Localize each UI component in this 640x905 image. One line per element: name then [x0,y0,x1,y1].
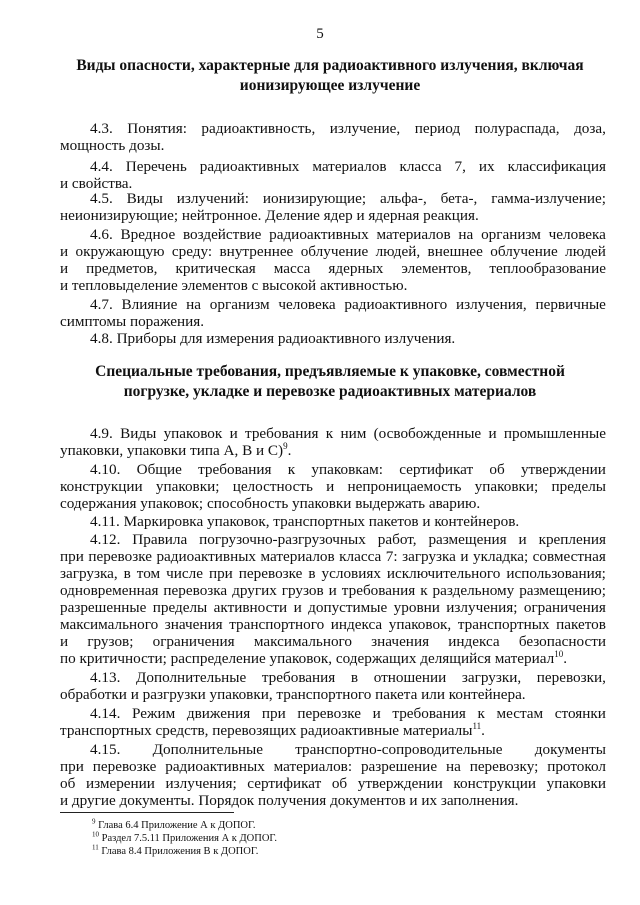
text-line: и свойства. [60,175,133,192]
text-line: 4.10. Общие требования к упаковкам: сертификат об утверждении [90,461,606,478]
text-line: 4.9. Виды упаковок и требования к ним (освобожденные и промышленные [90,425,606,442]
section-heading-requirements [60,362,600,402]
text-line: 4.11. Маркировка упаковок, транспортных пакетов и контейнеров. [90,513,520,530]
text-line: транспортных средств, перевозящих радиоактивные материалы$^{11}$. [60,720,485,739]
text-line: содержания упаковок; способность упаковки выдержать аварию. [60,495,481,512]
text-line: 4.13. Дополнительные требования в отношении загрузки, перевозки, [90,669,606,686]
text-line: 4.14. Режим движения при перевозке и требования к местам стоянки [90,705,606,722]
text-line: 4.4. Перечень радиоактивных материалов класса 7, их классификация [90,158,606,175]
text-line: максимального значения транспортного индекса упаковок, транспортных пакетов [60,616,606,633]
text-line: при перевозке радиоактивных материалов: разрешение на перевозку; протокол [60,758,606,775]
footnote-ref: 10 [554,648,564,659]
text-line: 4.12. Правила погрузочно-разгрузочных работ, размещения и крепления [90,531,606,548]
heading-line: Виды опасности, характерные для радиоактивного излучения, включая [76,57,584,74]
text-line: при перевозке радиоактивных материалов класса 7: загрузка и укладка; совместная [60,548,606,565]
text-line: и другие документы. Порядок получения документов и их заполнения. [60,792,519,809]
text-line: об измерении излучения; сертификат об утверждении конструкции упаковки [60,775,606,792]
text-line: разрешенные пределы активности и допустимые уровни излучения; ограничения [60,599,606,616]
text-line: конструкции упаковки; целостность и непроницаемость упаковки; пределы [60,478,606,495]
text-line: неионизирующие; нейтронное. Деление ядер и ядерная реакция. [60,207,479,224]
footnote-number: 9 [92,817,96,826]
text-line: упаковки, упаковки типа А, В и С)$^9$. [60,440,292,459]
text-line: и грузов; ограничения максимального значения индекса безопасности [60,633,606,650]
text-line: по критичности; распределение упаковок, содержащих делящийся материал$^{10}$. [60,648,567,667]
heading-line: Специальные требования, предъявляемые к упаковке, совместной [95,363,565,380]
text-line: 4.3. Понятия: радиоактивность, излучение, период полураспада, доза, [90,120,606,137]
footnote-divider [60,812,234,813]
page-number: 5 [316,26,324,42]
text-line: 4.7. Влияние на организм человека радиоактивного излучения, первичные [90,296,606,313]
section-heading-hazards [60,56,600,96]
text-line: симптомы поражения. [60,313,205,330]
text-line: 4.6. Вредное воздействие радиоактивных материалов на организм человека [90,226,606,243]
heading-line: ионизирующее излучение [239,77,421,94]
footnote-text: Глава 6.4 Приложение А к ДОПОГ. [95,820,256,831]
text-line: и окружающую среду: внутреннее облучение людей, внешнее облучение людей [60,243,606,260]
text-line: 4.5. Виды излучений: ионизирующие; альфа-, бета-, гамма-излучение; [90,190,606,207]
footnote [92,843,259,858]
footnote-number: 11 [92,843,99,852]
text-line: обработки и разгрузки упаковки, транспортного пакета или контейнера. [60,686,526,703]
footnote-text: Глава 8.4 Приложения В к ДОПОГ. [98,846,259,857]
footnote-ref: 9 [283,440,288,451]
text-line: и предметов, критическая масса ядерных элементов, теплообразование [60,260,606,277]
footnote-number: 10 [92,830,99,839]
footnote-text: Раздел 7.5.11 Приложения А к ДОПОГ. [99,833,277,844]
text-line: мощность дозы. [60,137,165,154]
text-line: одновременная перевозка других грузов и требования к раздельному размещению; [60,582,606,599]
text-line: 4.8. Приборы для измерения радиоактивного излучения. [90,330,456,347]
footnote [92,830,277,845]
heading-line: погрузке, укладке и перевозке радиоактивных материалов [123,383,537,400]
text-line: загрузка, в том числе при перевозке в условиях исключительного использования; [60,565,606,582]
text-line: и тепловыделение элементов с высокой активностью. [60,277,408,294]
footnote-ref: 11 [472,720,482,731]
text-line: 4.15. Дополнительные транспортно-сопроводительные документы [90,741,606,758]
footnote [92,817,256,832]
